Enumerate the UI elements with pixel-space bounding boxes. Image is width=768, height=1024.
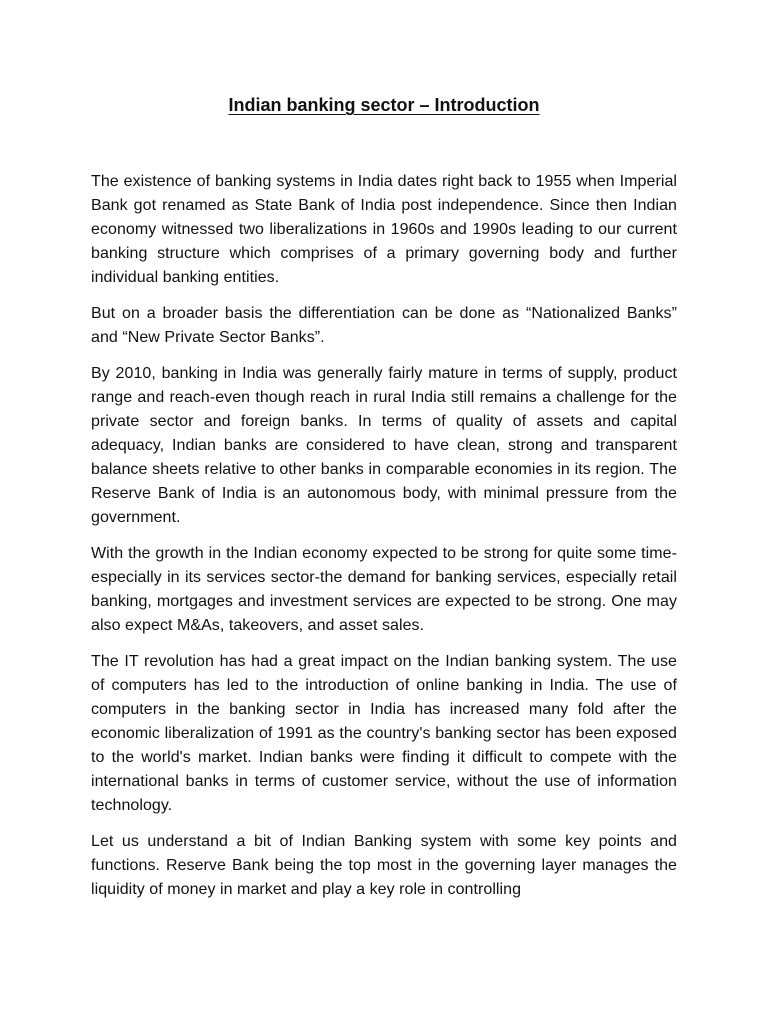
paragraph: By 2010, banking in India was generally fairly mature in terms of supply, product range and reach-even though reach in rural India still remains a challenge for the private sector and foreign banks. In terms of quality of assets and capital adequacy, Indian banks are considered to have clean, strong and transparent balance sheets relative to other banks in comparable economies in its region. The Reserve Bank of India is an autonomous body, with minimal pressure from the government.: [91, 365, 677, 526]
page-title: Indian banking sector – Introduction: [228, 95, 540, 115]
paragraph: With the growth in the Indian economy expected to be strong for quite some time-especially in its services sector-the demand for banking services, especially retail banking, mortgages and investment services are expected to be strong. One may also expect M&As, takeovers, and asset sales.: [91, 545, 677, 634]
paragraph: But on a broader basis the differentiation can be done as “Nationalized Banks” and “New Private Sector Banks”.: [91, 305, 677, 346]
paragraph: The IT revolution has had a great impact on the Indian banking system. The use of computers has led to the introduction of online banking in India. The use of computers in the banking sector in India has increased many fold after the economic liberalization of 1991 as the country's banking sector has been exposed to the world's market. Indian banks were finding it difficult to compete with the international banks in terms of customer service, without the use of information technology.: [91, 653, 677, 814]
paragraph: Let us understand a bit of Indian Banking system with some key points and functions. Reserve Bank being the top most in the governing layer manages the liquidity of money in market and play a key role in controlling: [91, 833, 677, 898]
paragraph: The existence of banking systems in India dates right back to 1955 when Imperial Bank got renamed as State Bank of India post independence. Since then Indian economy witnessed two liberalizations in 1960s and 1990s leading to our current banking structure which comprises of a primary governing body and further individual banking entities.: [91, 173, 677, 286]
document-body: [91, 170, 677, 914]
